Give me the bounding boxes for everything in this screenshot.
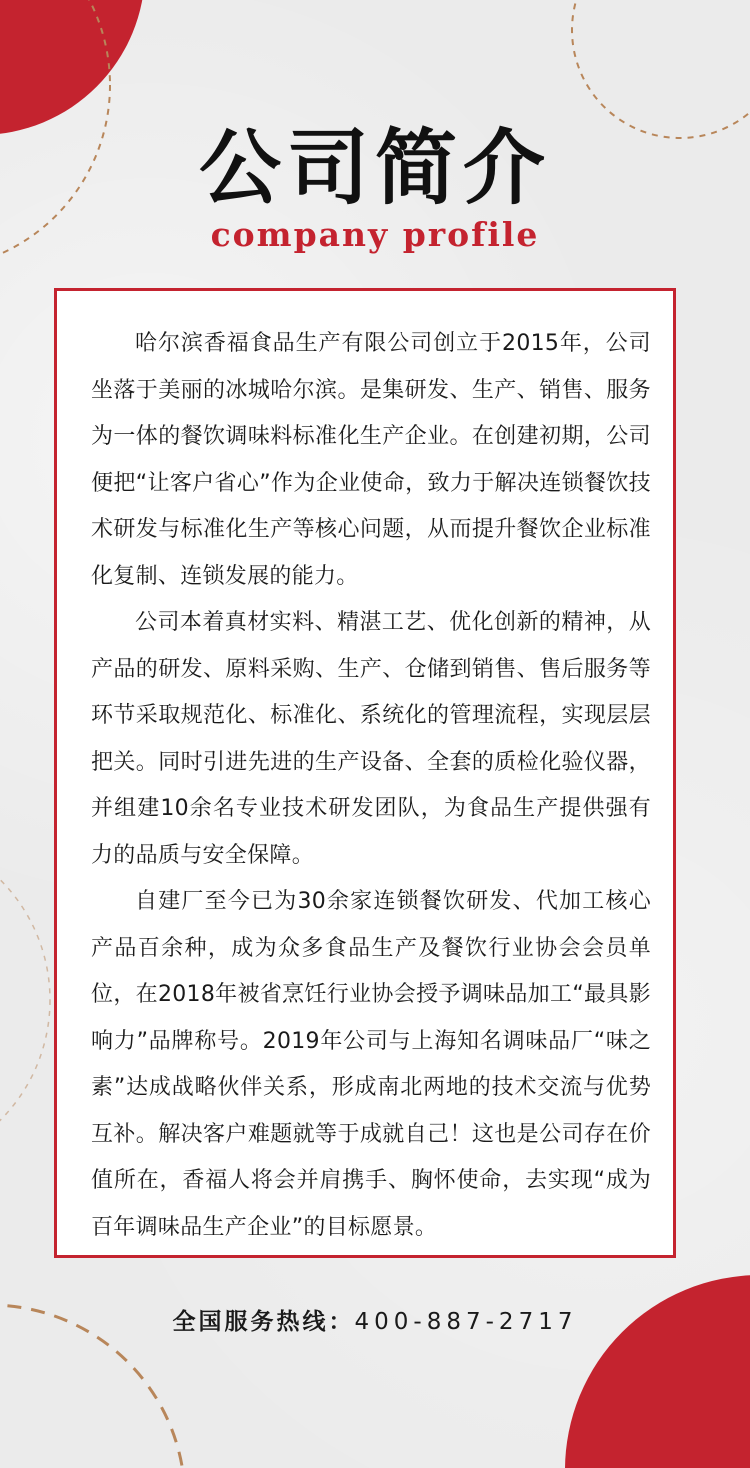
profile-card (54, 288, 676, 1258)
page-subtitle: company profile (210, 215, 540, 254)
hotline-label: 全国服务热线： (172, 1309, 355, 1335)
paragraph-achievements: 自建厂至今已为30余家连锁餐饮研发、代加工核心产品百余种，成为众多食品生产及餐饮行业协会会员单位，在2018年被省烹饪行业协会授予调味品加工“最具影响力”品牌称号。2019年公司与上海知名调味品厂“味之素”达成战略伙伴关系，形成南北两地的技术交流与优势互补。解决客户难题就等于成就自己！这也是公司存在价值所在，香福人将会并肩携手、胸怀使命，去实现“成为百年调味品生产企业”的目标愿景。 (91, 889, 651, 1240)
page-title: 公司简介 (198, 121, 551, 216)
hotline-number[interactable]: 400-887-2717 (354, 1309, 578, 1335)
paragraph-quality: 公司本着真材实料、精湛工艺、优化创新的精神，从产品的研发、原料采购、生产、仓储到销售、售后服务等环节采取规范化、标准化、系统化的管理流程，实现层层把关。同时引进先进的生产设备、全套的质检化验仪器，并组建10余名专业技术研发团队，为食品生产提供强有力的品质与安全保障。 (91, 610, 651, 868)
service-hotline (0, 1303, 750, 1336)
left-faint-dashed-arc (0, 830, 50, 1170)
top-left-red-circle (0, 0, 145, 135)
profile-text (91, 321, 651, 1251)
top-right-dashed-circle (572, 0, 750, 138)
paragraph-intro: 哈尔滨香福食品生产有限公司创立于2015年，公司坐落于美丽的冰城哈尔滨。是集研发、生产、销售、服务为一体的餐饮调味料标准化生产企业。在创建初期，公司便把“让客户省心”作为企业使命，致力于解决连锁餐饮技术研发与标准化生产等核心问题，从而提升餐饮企业标准化复制、连锁发展的能力。 (91, 331, 651, 589)
